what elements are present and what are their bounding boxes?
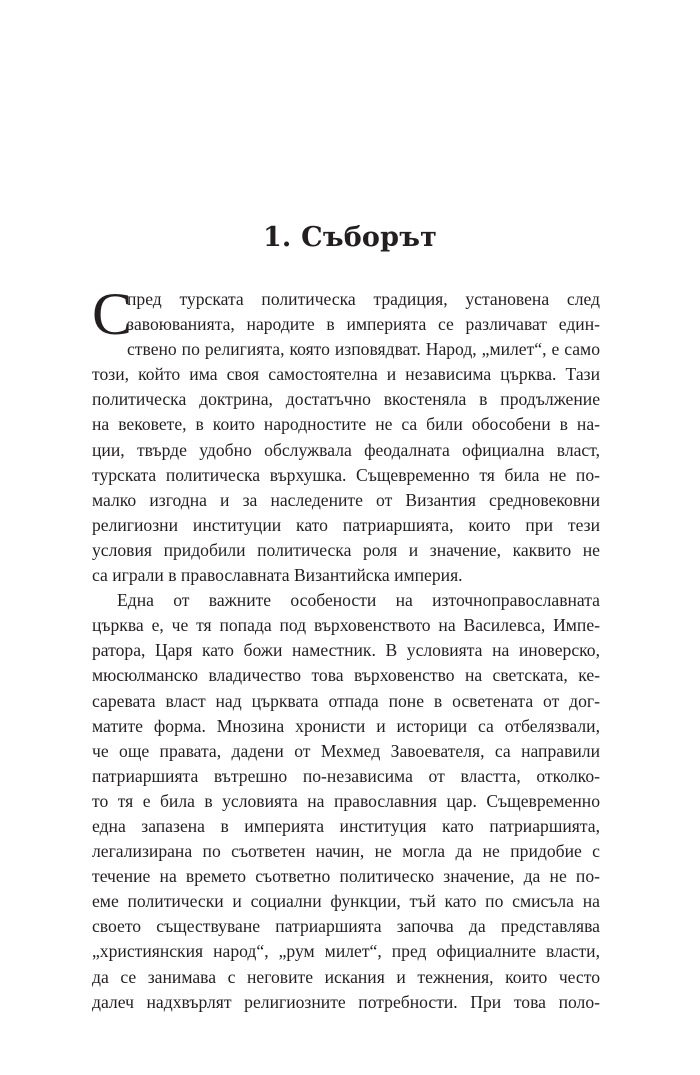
paragraph-2 [92, 588, 600, 1015]
text-line: една запазена в империята институция като патриаршията, [92, 815, 600, 836]
body-text [92, 281, 600, 1015]
text-line: че още правата, дадени от Мехмед Завоевателя, са направили [92, 740, 600, 761]
text-line: своето съществуване патриаршията започва да представлява [92, 916, 600, 937]
text-line: легализирана по съответен начин, не могла да не придобие с [92, 841, 600, 862]
text-line: далеч надхвърлят религиозните потребности. При това поло- [92, 991, 600, 1012]
chapter-title: 1. Съборът [262, 222, 438, 253]
text-line: малко изгодна и за наследените от Византия средновековни [92, 489, 600, 510]
text-line: са играли в православната Византийска империя. [92, 565, 463, 586]
text-line: религиозни институции като патриаршията, които при тези [92, 514, 600, 535]
text-line: „християнския народ“, „рум милет“, пред официалните власти, [92, 941, 600, 962]
text-line: да се занимава с неговите искания и тежнения, които често [92, 966, 600, 987]
text-line: мюсюлманско владичество това върховенство на светската, ке- [92, 665, 600, 686]
text-line: еме политически и социални функции, тъй като по смисъла на [92, 891, 600, 912]
text-line: то тя е била в условията на православния цар. Същевременно [92, 790, 600, 811]
text-line: ствено по религията, която изповядват. Народ, „милет“, е само [127, 339, 600, 360]
text-line: църква е, че тя попада под върховенството на Василевса, Импе- [92, 615, 600, 636]
text-line: завоюванията, народите в империята се различават един- [127, 314, 600, 335]
text-line: турската политическа върхушка. Същевременно тя била не по- [92, 464, 600, 485]
text-line: ратора, Царя като божи наместник. В условията на иноверско, [92, 640, 600, 661]
text-line: този, който има своя самостоятелна и независима църква. Тази [92, 364, 600, 385]
text-line: политическа доктрина, достатъчно вкостеняла в продължение [92, 389, 600, 410]
text-line: саревата власт над църквата отпада поне в осветената от дог- [92, 690, 600, 711]
text-line: течение на времето съответно политическо значение, да не по- [92, 866, 600, 887]
text-line: матите форма. Мнозина хронисти и историци са отбелязвали, [92, 715, 600, 736]
text-line: патриаршията вътрешно по-независима от властта, отколко- [92, 765, 600, 786]
text-line: ции, твърде удобно обслужвала феодалната официална власт, [92, 439, 600, 460]
text-line: условия придобили политическа роля и значение, каквито не [92, 539, 600, 560]
text-line: пред турската политическа традиция, установена след [127, 289, 600, 309]
drop-cap: С [92, 281, 133, 347]
text-line: на вековете, в които народностите не са били обособени в на- [92, 414, 600, 435]
paragraph-1 [92, 281, 600, 588]
text-line: Една от важните особености на източноправославната [117, 590, 600, 611]
